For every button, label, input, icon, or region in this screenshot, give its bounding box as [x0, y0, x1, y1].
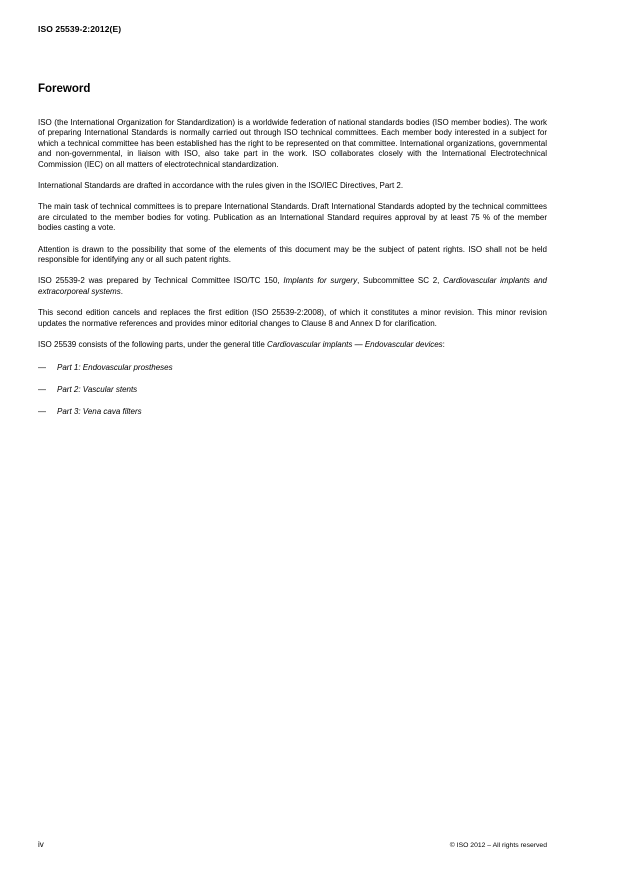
list-dash: — — [38, 407, 46, 417]
list-item-text: Part 3: Vena cava filters — [57, 407, 142, 417]
text-run: : — [442, 340, 445, 350]
text-run: , Subcommittee SC 2, — [357, 276, 444, 286]
foreword-paragraph-4: Attention is drawn to the possibility that some of the elements of this document may be the subject of patent rights. ISO shall not be held responsible for identifying any or all such patent rights. — [38, 244, 547, 265]
foreword-paragraph-3: The main task of technical committees is to prepare International Standards. Draft International Standards adopted by the technical committees are circulated to the member bodies for voting. Publication as an International Standard requires approval by at least 75 % of the member bodies casting a vote. — [38, 202, 547, 233]
page-title: Foreword — [38, 83, 91, 95]
text-run: ISO 25539-2 was prepared by Technical Committee ISO/TC 150, — [38, 276, 284, 286]
copyright-notice: © ISO 2012 – All rights reserved — [449, 842, 547, 849]
text-run-italic: Implants for surgery — [283, 276, 358, 286]
page-number: iv — [38, 840, 44, 849]
text-run: . — [120, 286, 123, 296]
text-run-italic: Cardiovascular implants — Endovascular devices — [267, 340, 443, 350]
list-item — [38, 407, 547, 417]
text-run: ISO 25539 consists of the following parts, under the general title — [38, 340, 268, 350]
page-footer — [38, 840, 547, 849]
foreword-paragraph-2: International Standards are drafted in accordance with the rules given in the ISO/IEC Directives, Part 2. — [38, 181, 404, 191]
foreword-paragraph-5 — [38, 276, 547, 297]
list-item-text: Part 1: Endovascular prostheses — [57, 362, 173, 372]
list-item — [38, 363, 547, 373]
text-run-italic: Cardiovascular implants and extracorporeal systems — [38, 276, 547, 296]
foreword-paragraph-6: This second edition cancels and replaces the first edition (ISO 25539-2:2008), of which it constitutes a minor revision. This minor revision updates the normative references and provides minor editorial changes to Clause 8 and Annex D for clarification. — [38, 308, 547, 328]
foreword-paragraph-7 — [38, 340, 547, 350]
list-dash: — — [38, 362, 46, 372]
running-header: ISO 25539-2:2012(E) — [38, 24, 122, 34]
list-dash: — — [38, 384, 46, 394]
list-item-text: Part 2: Vascular stents — [57, 384, 138, 394]
foreword-paragraph-1: ISO (the International Organization for Standardization) is a worldwide federation of national standards bodies (ISO member bodies). The work of preparing International Standards is normally carried out through ISO technical committees. Each member body interested in a subject for which a technical committee has been established has the right to be represented on that committee. International organizations, governmental and non-governmental, in liaison with ISO, also take part in the work. ISO collaborates closely with the International Electrotechnical Commission (IEC) on all matters of electrotechnical standardization. — [38, 118, 547, 169]
list-item — [38, 385, 547, 395]
